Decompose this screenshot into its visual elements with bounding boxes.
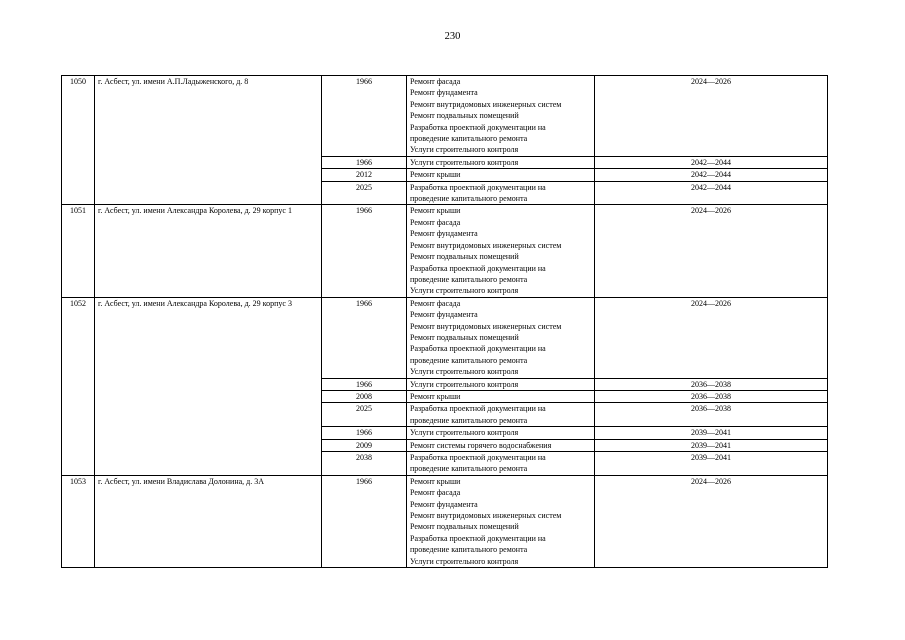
work-type-line: Ремонт фасада bbox=[410, 298, 461, 308]
work-year: 2012 bbox=[322, 169, 407, 181]
building-number: 1050 bbox=[62, 76, 95, 205]
work-types bbox=[407, 378, 595, 390]
table-row bbox=[62, 297, 828, 378]
work-type-line: проведение капитального ремонта bbox=[410, 134, 528, 144]
work-type-line: Ремонт подвальных помещений bbox=[410, 332, 519, 342]
work-type-line: Ремонт системы горячего водоснабжения bbox=[410, 440, 552, 450]
work-type-line: Разработка проектной документации на bbox=[410, 344, 546, 354]
repair-schedule-table bbox=[61, 75, 828, 568]
work-type-line: проведение капитального ремонта bbox=[410, 274, 528, 284]
planned-period: 2024—2026 bbox=[595, 76, 828, 157]
work-type-line: проведение капитального ремонта bbox=[410, 194, 528, 204]
work-type-line: Разработка проектной документации на bbox=[410, 182, 546, 192]
work-types bbox=[407, 169, 595, 181]
work-type-line: Услуги строительного контроля bbox=[410, 157, 519, 167]
work-year: 2025 bbox=[322, 181, 407, 205]
work-type-line: Ремонт внутридомовых инженерных систем bbox=[410, 511, 562, 521]
work-type-line: Услуги строительного контроля bbox=[410, 145, 519, 155]
work-year: 1966 bbox=[322, 297, 407, 378]
work-type-line: Ремонт фундамента bbox=[410, 88, 478, 98]
table-row bbox=[62, 76, 828, 157]
work-type-line: Ремонт внутридомовых инженерных систем bbox=[410, 321, 562, 331]
work-type-line: Ремонт внутридомовых инженерных систем bbox=[410, 99, 562, 109]
work-types bbox=[407, 297, 595, 378]
work-type-line: Услуги строительного контроля bbox=[410, 428, 519, 438]
planned-period: 2039—2041 bbox=[595, 427, 828, 439]
table-body bbox=[62, 76, 828, 568]
work-type-line: Ремонт подвальных помещений bbox=[410, 252, 519, 262]
work-type-line: Ремонт внутридомовых инженерных систем bbox=[410, 240, 562, 250]
work-type-line: проведение капитального ремонта bbox=[410, 415, 528, 425]
work-year: 1966 bbox=[322, 378, 407, 390]
building-number: 1051 bbox=[62, 205, 95, 297]
work-year: 1966 bbox=[322, 205, 407, 297]
work-type-line: Разработка проектной документации на bbox=[410, 453, 546, 462]
work-year: 1966 bbox=[322, 156, 407, 168]
work-type-line: Ремонт фасада bbox=[410, 77, 461, 86]
work-types bbox=[407, 475, 595, 567]
work-type-line: Услуги строительного контроля bbox=[410, 379, 519, 389]
planned-period: 2024—2026 bbox=[595, 297, 828, 378]
planned-period: 2042—2044 bbox=[595, 181, 828, 205]
work-type-line: проведение капитального ремонта bbox=[410, 355, 528, 365]
work-types bbox=[407, 156, 595, 168]
work-year: 2025 bbox=[322, 403, 407, 427]
building-address: г. Асбест, ул. имени Александра Королева, д. 29 корпус 1 bbox=[95, 205, 322, 297]
work-types bbox=[407, 76, 595, 157]
work-type-line: Услуги строительного контроля bbox=[410, 286, 519, 296]
work-type-line: Услуги строительного контроля bbox=[410, 367, 519, 377]
planned-period: 2036—2038 bbox=[595, 403, 828, 427]
work-type-line: Ремонт фундамента bbox=[410, 310, 478, 320]
work-type-line: Ремонт крыши bbox=[410, 391, 461, 401]
work-type-line: Ремонт фундамента bbox=[410, 499, 478, 509]
work-type-line: Ремонт фасада bbox=[410, 217, 461, 227]
work-types bbox=[407, 439, 595, 451]
work-type-line: Ремонт крыши bbox=[410, 476, 461, 486]
building-address: г. Асбест, ул. имени А.П.Ладыженского, д. 8 bbox=[95, 76, 322, 205]
work-type-line: Разработка проектной документации на bbox=[410, 404, 546, 414]
work-type-line: Ремонт крыши bbox=[410, 170, 461, 180]
work-type-line: Ремонт подвальных помещений bbox=[410, 522, 519, 532]
table-row bbox=[62, 475, 828, 567]
work-type-line: Ремонт подвальных помещений bbox=[410, 111, 519, 121]
work-type-line: проведение капитального ремонта bbox=[410, 545, 528, 555]
planned-period: 2024—2026 bbox=[595, 205, 828, 297]
planned-period: 2042—2044 bbox=[595, 156, 828, 168]
work-type-line: проведение капитального ремонта bbox=[410, 464, 528, 474]
planned-period: 2024—2026 bbox=[595, 475, 828, 567]
planned-period: 2039—2041 bbox=[595, 439, 828, 451]
planned-period: 2042—2044 bbox=[595, 169, 828, 181]
work-year: 1966 bbox=[322, 475, 407, 567]
building-address: г. Асбест, ул. имени Александра Королева, д. 29 корпус 3 bbox=[95, 297, 322, 475]
work-types bbox=[407, 181, 595, 205]
building-address: г. Асбест, ул. имени Владислава Долонина, д. 3А bbox=[95, 475, 322, 567]
work-types bbox=[407, 427, 595, 439]
work-type-line: Разработка проектной документации на bbox=[410, 263, 546, 273]
work-type-line: Ремонт фундамента bbox=[410, 229, 478, 239]
work-type-line: Разработка проектной документации на bbox=[410, 122, 546, 132]
work-types bbox=[407, 403, 595, 427]
planned-period: 2036—2038 bbox=[595, 378, 828, 390]
work-year: 2009 bbox=[322, 439, 407, 451]
work-type-line: Услуги строительного контроля bbox=[410, 556, 519, 566]
planned-period: 2036—2038 bbox=[595, 390, 828, 402]
work-types bbox=[407, 390, 595, 402]
work-year: 1966 bbox=[322, 76, 407, 157]
work-types bbox=[407, 205, 595, 297]
work-type-line: Разработка проектной документации на bbox=[410, 533, 546, 543]
work-year: 2008 bbox=[322, 390, 407, 402]
work-year: 2038 bbox=[322, 452, 407, 476]
page-number: 230 bbox=[444, 31, 461, 42]
work-year: 1966 bbox=[322, 427, 407, 439]
work-type-line: Ремонт фасада bbox=[410, 488, 461, 498]
table-row bbox=[62, 205, 828, 297]
work-types bbox=[407, 452, 595, 476]
building-number: 1052 bbox=[62, 297, 95, 475]
building-number: 1053 bbox=[62, 475, 95, 567]
planned-period: 2039—2041 bbox=[595, 452, 828, 476]
work-type-line: Ремонт крыши bbox=[410, 206, 461, 216]
